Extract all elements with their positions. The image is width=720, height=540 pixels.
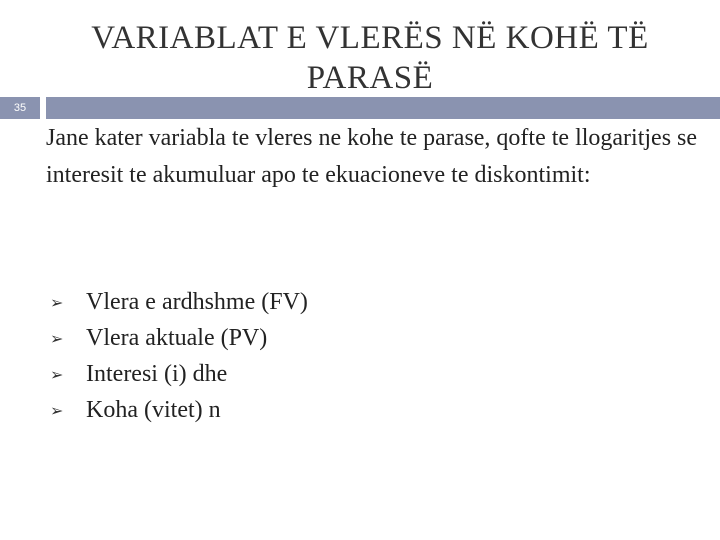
intro-paragraph: Jane kater variabla te vleres ne kohe te parase, qofte te llogaritjes se interesit te akumuluar apo te ekuacioneve te diskontimit: bbox=[46, 125, 698, 188]
bullet-text-interest: Interesi (i) dhe bbox=[86, 360, 228, 387]
arrow-bullet-icon: ➢ bbox=[50, 400, 64, 420]
arrow-bullet-icon: ➢ bbox=[50, 292, 64, 312]
slide-number: 35 bbox=[0, 97, 40, 119]
bullet-item bbox=[50, 284, 308, 320]
bullet-list bbox=[50, 284, 308, 428]
arrow-bullet-icon: ➢ bbox=[50, 364, 64, 384]
arrow-bullet-icon: ➢ bbox=[50, 328, 64, 348]
bullet-text-time: Koha (vitet) n bbox=[86, 396, 221, 423]
bullet-text-pv: Vlera aktuale (PV) bbox=[86, 324, 268, 351]
bullet-item bbox=[50, 392, 308, 428]
bullet-text-fv: Vlera e ardhshme (FV) bbox=[86, 288, 308, 315]
header-accent-bar bbox=[46, 97, 720, 119]
bullet-item bbox=[50, 320, 308, 356]
slide-title: VARIABLAT E VLERËS NË KOHË TË PARASË bbox=[91, 20, 649, 96]
bullet-item bbox=[50, 356, 308, 392]
